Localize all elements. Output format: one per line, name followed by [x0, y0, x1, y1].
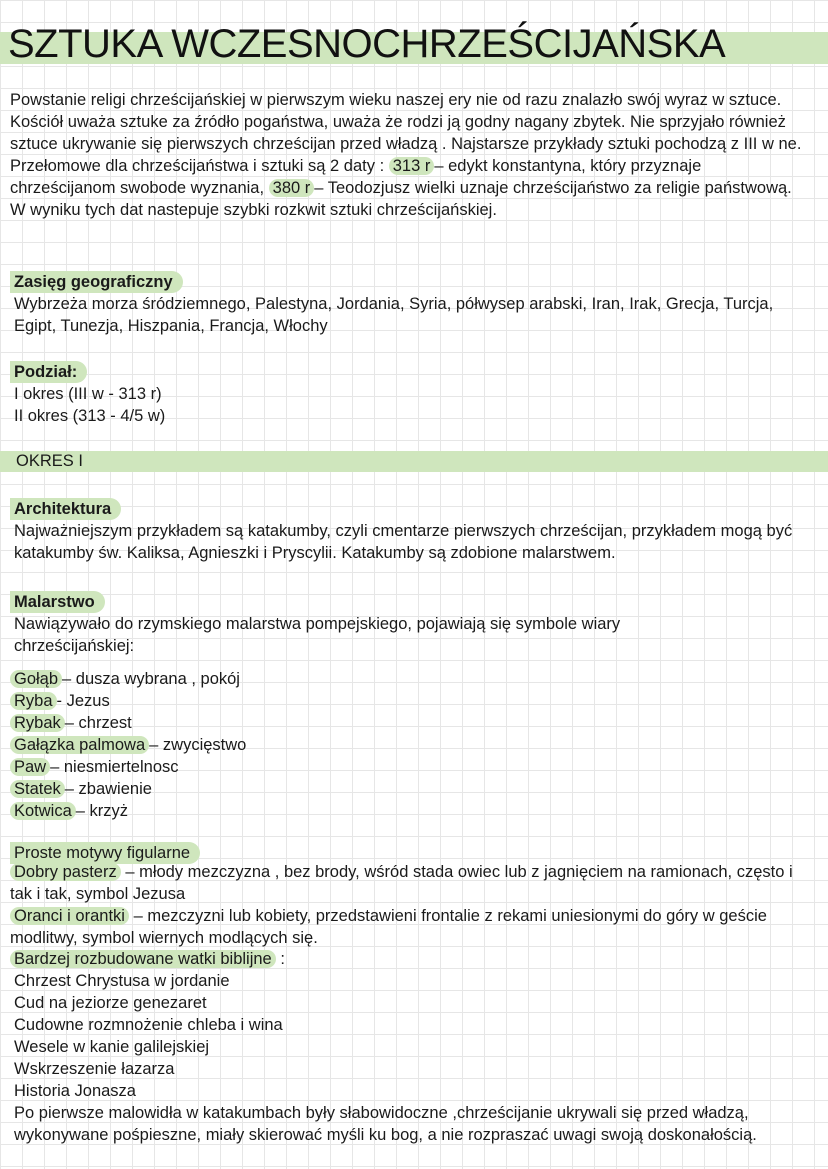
symbol-meaning: – krzyż: [75, 802, 129, 820]
podzial-item: II okres (313 - 4/5 w): [14, 407, 166, 425]
heading-podzial: Podział:: [10, 361, 87, 383]
date-313-highlight: 313 r: [389, 157, 435, 175]
watki-heading: [10, 948, 285, 970]
symbol-term: Statek: [10, 780, 65, 798]
symbol-term: Paw: [10, 758, 50, 776]
watki-term: Bardzej rozbudowane watki biblijne: [10, 950, 276, 968]
intro-text-2: – edykt konstantyna, który przyznaje chrześcijanom swobode wyznania,: [10, 157, 702, 197]
symbol-item: [10, 800, 128, 822]
symbol-meaning: - Jezus: [56, 692, 110, 710]
closing-paragraph: Po pierwsze malowidła w katakumbach były słabowidoczne ,chrześcijanie ukrywali się przed władzą, wykonywane pośpieszne, miały skierować myśli ku bog, a nie rozpraszać uwagi swoją doskonałością.: [14, 1104, 757, 1144]
page-title: SZTUKA WCZESNOCHRZEŚCIJAŃSKA: [8, 22, 726, 66]
symbol-meaning: – dusza wybrana , pokój: [62, 670, 240, 688]
symbol-meaning: – niesmiertelnosc: [50, 758, 179, 776]
oranci-term: Oranci i orantki: [10, 907, 129, 925]
intro-text-1: Powstanie religi chrześcijańskiej w pierwszym wieku naszej ery nie od razu znalazło swój wyraz w sztuce. Kościół uważa sztuke za źródło pogaństwa, uważa że rodzi ją godny nagany zbytek. Nie sprzyjało również sztuce ukrywanie się pierwszych chrześcijan przed władzą . Najstarsze przykłady sztuki pochodzą z III w ne. Przełomowe dla chrześcijaństwa i sztuki są 2 daty :: [10, 91, 802, 175]
symbol-meaning: – zbawienie: [64, 780, 152, 798]
symbol-term: Rybak: [10, 714, 65, 732]
oranci-text: – mezczyzni lub kobiety, przedstawieni frontalie z rekami uniesionymi do góry w geście modlitwy, symbol wiernych modlących się.: [10, 907, 767, 947]
oranci-entry: [10, 905, 810, 949]
architektura-text: Najważniejszym przykładem są katakumby, czyli cmentarze pierwszych chrześcijan, przykładem mogą być katakumby św. Kaliksa, Agnieszki i Pryscylii. Katakumby są zdobione malarstwem.: [14, 522, 793, 562]
symbol-item: [10, 734, 246, 756]
symbol-item: [10, 778, 152, 800]
watek-item: Cudowne rozmnożenie chleba i wina: [14, 1016, 283, 1034]
watki-suffix: :: [280, 950, 285, 968]
symbol-term: Gałązka palmowa: [10, 736, 149, 754]
intro-text-3: – Teodozjusz wielki uznaje chrześcijaństwo za religie państwową. W wyniku tych dat nastepuje szybki rozkwit sztuki chrześcijańskiej.: [10, 179, 792, 219]
symbol-item: [10, 756, 179, 778]
symbol-item: [10, 712, 132, 734]
watek-item: Wskrzeszenie łazarza: [14, 1060, 175, 1078]
symbol-meaning: – zwycięstwo: [149, 736, 247, 754]
dobry-pasterz-entry: [10, 861, 810, 905]
symbol-meaning: – chrzest: [64, 714, 132, 732]
dobry-pasterz-term: Dobry pasterz: [10, 863, 121, 881]
malarstwo-text: Nawiązywało do rzymskiego malarstwa pompejskiego, pojawiają się symbole wiary chrześcijańskiej:: [14, 615, 621, 655]
heading-architektura: Architektura: [10, 498, 121, 520]
symbol-item: [10, 668, 240, 690]
watek-item: Wesele w kanie galilejskiej: [14, 1038, 210, 1056]
watek-item: Historia Jonasza: [14, 1082, 136, 1100]
section-okres-label: OKRES I: [16, 452, 83, 470]
heading-motywy: Proste motywy figularne: [10, 842, 200, 864]
symbol-term: Ryba: [10, 692, 57, 710]
watek-item: Chrzest Chrystusa w jordanie: [14, 972, 230, 990]
symbol-term: Gołąb: [10, 670, 62, 688]
section-okres-bar: [0, 451, 828, 472]
intro-paragraph: [10, 89, 810, 221]
title-block: [0, 20, 828, 64]
dobry-pasterz-text: – młody mezczyzna , bez brody, wśród stada owiec lub z jagnięciem na ramionach, często i tak i tak, symbol Jezusa: [10, 863, 793, 903]
symbol-item: [10, 690, 110, 712]
watek-item: Cud na jeziorze genezaret: [14, 994, 207, 1012]
heading-malarstwo: Malarstwo: [10, 591, 105, 613]
podzial-item: I okres (III w - 313 r): [14, 385, 162, 403]
date-380-highlight: 380 r: [269, 179, 315, 197]
heading-zasieg: Zasięg geograficzny: [10, 271, 183, 293]
zasieg-text: Wybrzeża morza śródziemnego, Palestyna, Jordania, Syria, półwysep arabski, Iran, Irak, Grecja, Turcja, Egipt, Tunezja, Hiszpania, Francja, Włochy: [14, 295, 774, 335]
symbol-term: Kotwica: [10, 802, 76, 820]
